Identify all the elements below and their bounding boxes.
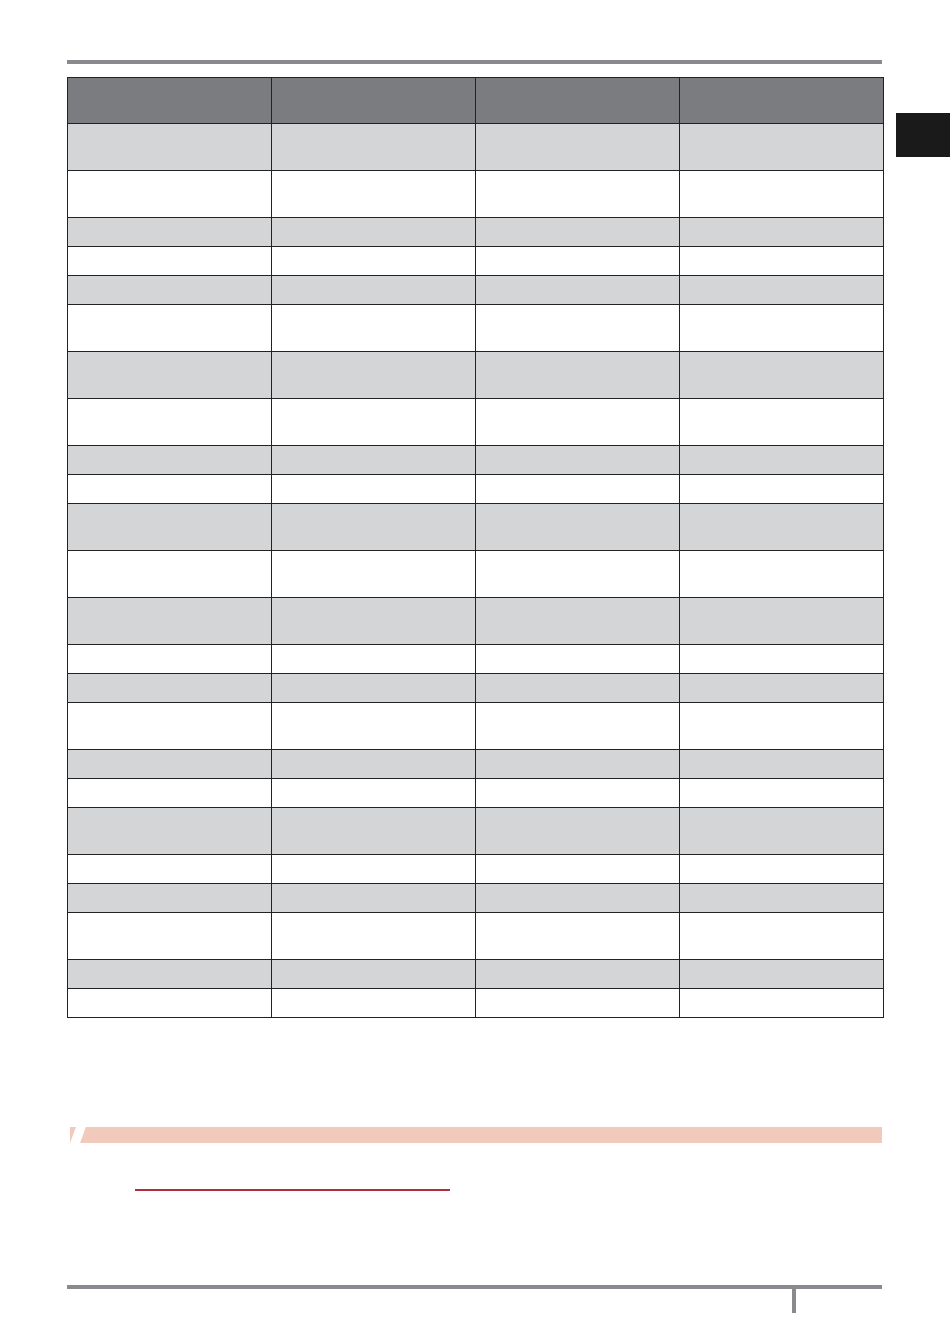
table-cell bbox=[680, 750, 884, 779]
table-cell bbox=[476, 855, 680, 884]
table-cell bbox=[68, 598, 272, 645]
table-cell bbox=[476, 504, 680, 551]
table-cell bbox=[476, 913, 680, 960]
column-header bbox=[272, 78, 476, 124]
table-cell bbox=[476, 352, 680, 399]
table-cell bbox=[272, 446, 476, 475]
table-cell bbox=[476, 989, 680, 1018]
table-cell bbox=[272, 247, 476, 276]
table-cell bbox=[272, 305, 476, 352]
table-cell bbox=[272, 750, 476, 779]
table-cell bbox=[68, 399, 272, 446]
table-row bbox=[68, 399, 884, 446]
table-cell bbox=[68, 218, 272, 247]
table-cell bbox=[272, 855, 476, 884]
table-cell bbox=[272, 124, 476, 171]
table-row bbox=[68, 124, 884, 171]
column-header bbox=[680, 78, 884, 124]
table-cell bbox=[272, 352, 476, 399]
table-cell bbox=[68, 171, 272, 218]
table-cell bbox=[476, 750, 680, 779]
table-row bbox=[68, 989, 884, 1018]
table-row bbox=[68, 884, 884, 913]
table-cell bbox=[680, 808, 884, 855]
table-cell bbox=[680, 855, 884, 884]
table-cell bbox=[680, 276, 884, 305]
table-header-row bbox=[68, 78, 884, 124]
table-cell bbox=[680, 124, 884, 171]
table-row bbox=[68, 171, 884, 218]
table-cell bbox=[680, 171, 884, 218]
table-cell bbox=[476, 276, 680, 305]
table-cell bbox=[68, 124, 272, 171]
table-cell bbox=[680, 399, 884, 446]
table-row bbox=[68, 475, 884, 504]
table-cell bbox=[68, 551, 272, 598]
table-row bbox=[68, 247, 884, 276]
table-cell bbox=[680, 674, 884, 703]
table-cell bbox=[476, 399, 680, 446]
table-cell bbox=[476, 703, 680, 750]
table-cell bbox=[68, 779, 272, 808]
table-cell bbox=[272, 960, 476, 989]
table-cell bbox=[272, 598, 476, 645]
table-cell bbox=[272, 989, 476, 1018]
table-cell bbox=[680, 551, 884, 598]
table-cell bbox=[680, 884, 884, 913]
table-cell bbox=[272, 884, 476, 913]
table-cell bbox=[68, 913, 272, 960]
table-cell bbox=[68, 305, 272, 352]
table-cell bbox=[680, 779, 884, 808]
table-cell bbox=[68, 989, 272, 1018]
table-cell bbox=[476, 960, 680, 989]
table-cell bbox=[272, 808, 476, 855]
table-cell bbox=[68, 960, 272, 989]
table-cell bbox=[476, 475, 680, 504]
table-cell bbox=[68, 446, 272, 475]
table-cell bbox=[680, 703, 884, 750]
table-row bbox=[68, 674, 884, 703]
table-cell bbox=[476, 305, 680, 352]
table-cell bbox=[68, 475, 272, 504]
table-cell bbox=[680, 305, 884, 352]
table-cell bbox=[68, 808, 272, 855]
table-cell bbox=[680, 598, 884, 645]
table-cell bbox=[68, 855, 272, 884]
table-cell bbox=[272, 475, 476, 504]
table-cell bbox=[476, 446, 680, 475]
link-underline[interactable] bbox=[135, 1189, 450, 1191]
table-cell bbox=[272, 218, 476, 247]
chapter-tab bbox=[896, 113, 950, 157]
table-cell bbox=[272, 674, 476, 703]
table-cell bbox=[272, 399, 476, 446]
table-cell bbox=[272, 551, 476, 598]
table-cell bbox=[680, 504, 884, 551]
table-cell bbox=[272, 779, 476, 808]
column-header bbox=[68, 78, 272, 124]
column-header bbox=[476, 78, 680, 124]
table-cell bbox=[680, 475, 884, 504]
table-cell bbox=[476, 779, 680, 808]
table-row bbox=[68, 551, 884, 598]
table-cell bbox=[272, 504, 476, 551]
table-cell bbox=[476, 171, 680, 218]
table-row bbox=[68, 855, 884, 884]
table-cell bbox=[68, 276, 272, 305]
table-cell bbox=[680, 960, 884, 989]
table-row bbox=[68, 750, 884, 779]
section-bar-slash bbox=[70, 1127, 86, 1143]
footer-rule bbox=[67, 1285, 882, 1289]
table-row bbox=[68, 598, 884, 645]
table-cell bbox=[476, 808, 680, 855]
table-cell bbox=[680, 989, 884, 1018]
table-cell bbox=[272, 171, 476, 218]
table-cell bbox=[476, 247, 680, 276]
table-cell bbox=[680, 247, 884, 276]
table-cell bbox=[476, 674, 680, 703]
table-cell bbox=[272, 276, 476, 305]
table-row bbox=[68, 276, 884, 305]
table-cell bbox=[476, 884, 680, 913]
table-row bbox=[68, 960, 884, 989]
header-rule bbox=[67, 60, 882, 64]
page-number-divider bbox=[792, 1289, 796, 1313]
table-row bbox=[68, 913, 884, 960]
section-bar-accent bbox=[67, 1127, 70, 1143]
table-cell bbox=[68, 645, 272, 674]
table-cell bbox=[680, 218, 884, 247]
table-cell bbox=[68, 504, 272, 551]
table-cell bbox=[68, 750, 272, 779]
table-row bbox=[68, 218, 884, 247]
table-cell bbox=[680, 446, 884, 475]
table-cell bbox=[476, 218, 680, 247]
table-cell bbox=[476, 124, 680, 171]
table-row bbox=[68, 808, 884, 855]
table-cell bbox=[68, 352, 272, 399]
table-row bbox=[68, 504, 884, 551]
spec-table bbox=[67, 77, 884, 1018]
table-cell bbox=[476, 551, 680, 598]
table-row bbox=[68, 645, 884, 674]
table-row bbox=[68, 352, 884, 399]
table-cell bbox=[68, 703, 272, 750]
table-row bbox=[68, 305, 884, 352]
table-cell bbox=[476, 598, 680, 645]
table-cell bbox=[272, 703, 476, 750]
table-cell bbox=[272, 645, 476, 674]
table-cell bbox=[680, 645, 884, 674]
table-cell bbox=[68, 247, 272, 276]
table-row bbox=[68, 779, 884, 808]
table-row bbox=[68, 703, 884, 750]
section-heading-bar bbox=[67, 1127, 882, 1143]
table-cell bbox=[68, 674, 272, 703]
table-cell bbox=[476, 645, 680, 674]
table-row bbox=[68, 446, 884, 475]
table-cell bbox=[680, 913, 884, 960]
table-cell bbox=[272, 913, 476, 960]
table-cell bbox=[68, 884, 272, 913]
table-cell bbox=[680, 352, 884, 399]
